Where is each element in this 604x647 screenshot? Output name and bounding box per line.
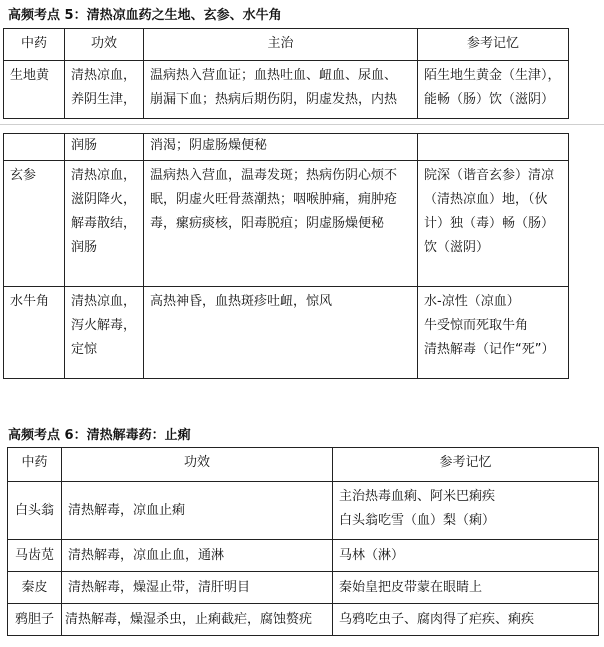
herb-memory: 马林（淋） — [333, 540, 599, 572]
herb-memory: 主治热毒血痢、阿米巴痢疾 白头翁吃雪（血）梨（痢） — [333, 482, 599, 540]
herb-memory: 乌鸦吃虫子、腐肉得了疟疾、痢疾 — [333, 604, 599, 636]
section-title: 高频考点 5：清热凉血药之生地、玄参、水牛角 — [8, 8, 282, 23]
table-row — [4, 134, 569, 161]
herb-name: 水牛角 — [4, 287, 65, 379]
herb-name: 鸦胆子 — [8, 604, 62, 636]
herb-effect: 清热凉血， 泻火解毒， 定惊 — [65, 287, 144, 379]
herb-effect: 清热凉血， 养阴生津， — [65, 61, 144, 119]
herb-effect: 清热解毒，燥湿止带，清肝明目 — [62, 572, 333, 604]
header-memory: 参考记忆 — [333, 448, 599, 482]
herb-indication: 高热神昏，血热斑疹吐衄，惊风 — [144, 287, 418, 379]
herb-name: 秦皮 — [8, 572, 62, 604]
herb-memory: 秦始皇把皮带蒙在眼睛上 — [333, 572, 599, 604]
herb-memory: 水-凉性（凉血） 牛受惊而死取牛角 清热解毒（记作“死”） — [418, 287, 569, 379]
table-row — [4, 287, 569, 379]
table-row — [4, 161, 569, 287]
herb-memory: 陌生地生黄金（生津）， 能畅（肠）饮（滋阴） — [418, 61, 569, 119]
herb-effect: 清热解毒，凉血止血，通淋 — [62, 540, 333, 572]
herb-table-1-continued — [3, 133, 569, 379]
header-memory: 参考记忆 — [418, 29, 569, 61]
table-row — [8, 572, 599, 604]
herb-effect: 清热凉血， 滋阴降火， 解毒散结， 润肠 — [65, 161, 144, 287]
herb-indication: 消渴；阴虚肠燥便秘 — [144, 134, 418, 161]
table-row — [8, 540, 599, 572]
herb-indication: 温病热入营血证；血热吐血、衄血、尿血、 崩漏下血；热病后期伤阴，阴虚发热，内热 — [144, 61, 418, 119]
header-effect: 功效 — [62, 448, 333, 482]
table-row — [4, 61, 569, 119]
header-herb: 中药 — [8, 448, 62, 482]
herb-table-1 — [3, 28, 569, 119]
herb-name: 生地黄 — [4, 61, 65, 119]
herb-table-2 — [7, 447, 599, 636]
herb-name: 马齿苋 — [8, 540, 62, 572]
herb-effect: 清热解毒，燥湿杀虫，止痢截疟，腐蚀赘疣 — [62, 604, 333, 636]
table-row — [8, 482, 599, 540]
section-title: 高频考点 6：清热解毒药：止痢 — [8, 428, 191, 443]
header-effect: 功效 — [65, 29, 144, 61]
table-row — [8, 604, 599, 636]
herb-indication: 温病热入营血，温毒发斑；热病伤阴心烦不 眠，阴虚火旺骨蒸潮热；咽喉肿痛，痈肿疮 毒，瘰疬痰核，阳毒脱疽；阴虚肠燥便秘 — [144, 161, 418, 287]
header-herb: 中药 — [4, 29, 65, 61]
herb-effect: 清热解毒，凉血止痢 — [62, 482, 333, 540]
herb-name: 玄参 — [4, 161, 65, 287]
herb-name: 白头翁 — [8, 482, 62, 540]
herb-effect: 润肠 — [65, 134, 144, 161]
page-break-line — [0, 124, 604, 125]
header-indication: 主治 — [144, 29, 418, 61]
herb-memory: 院深（谐音玄参）清凉 （清热凉血）地，（伙 计）独（毒）畅（肠） 饮（滋阴） — [418, 161, 569, 287]
